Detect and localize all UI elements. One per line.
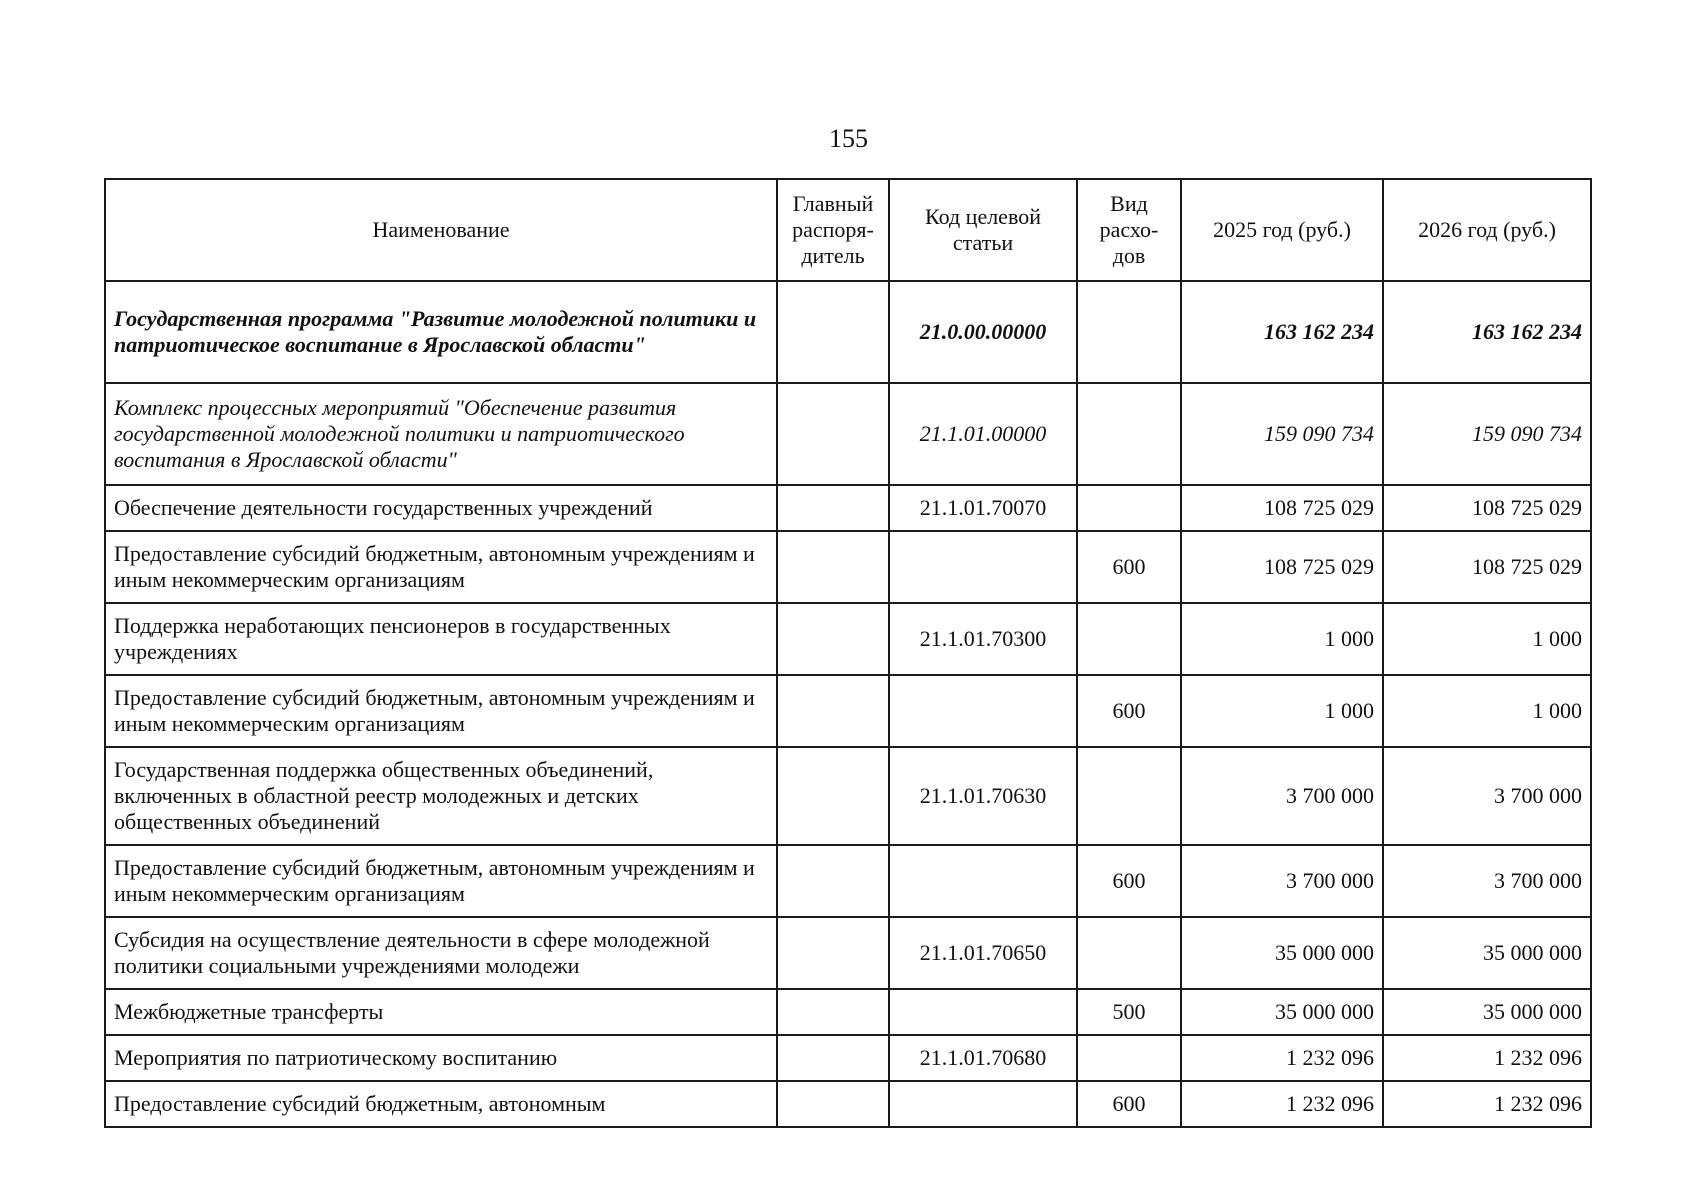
cell-code	[889, 845, 1077, 917]
cell-manager	[777, 531, 889, 603]
table-row	[105, 747, 1591, 845]
cell-name: Государственная поддержка общественных объединений, включенных в областной реестр молодежных и детских общественных объединений	[105, 747, 777, 845]
cell-2026: 1 000	[1383, 675, 1591, 747]
cell-type	[1077, 747, 1181, 845]
cell-manager	[777, 747, 889, 845]
cell-type	[1077, 485, 1181, 531]
cell-name: Предоставление субсидий бюджетным, автономным	[105, 1081, 777, 1127]
table-row	[105, 1035, 1591, 1081]
cell-2026: 3 700 000	[1383, 845, 1591, 917]
table-header-row	[105, 179, 1591, 281]
cell-code: 21.1.01.70650	[889, 917, 1077, 989]
cell-2026: 108 725 029	[1383, 531, 1591, 603]
cell-code: 21.1.01.00000	[889, 383, 1077, 485]
cell-code	[889, 675, 1077, 747]
page-number: 155	[829, 124, 868, 153]
header-2025: 2025 год (руб.)	[1181, 179, 1383, 281]
cell-2025: 159 090 734	[1181, 383, 1383, 485]
header-code: Код целевой статьи	[889, 179, 1077, 281]
cell-manager	[777, 603, 889, 675]
table-row	[105, 281, 1591, 383]
cell-2026: 3 700 000	[1383, 747, 1591, 845]
cell-2025: 163 162 234	[1181, 281, 1383, 383]
budget-table	[104, 178, 1592, 1128]
cell-2026: 159 090 734	[1383, 383, 1591, 485]
table-row	[105, 675, 1591, 747]
table-row	[105, 989, 1591, 1035]
cell-type: 600	[1077, 531, 1181, 603]
header-2026: 2026 год (руб.)	[1383, 179, 1591, 281]
cell-code: 21.1.01.70630	[889, 747, 1077, 845]
cell-name: Предоставление субсидий бюджетным, автономным учреждениям и иным некоммерческим организациям	[105, 675, 777, 747]
cell-type: 600	[1077, 1081, 1181, 1127]
cell-name: Мероприятия по патриотическому воспитанию	[105, 1035, 777, 1081]
cell-type	[1077, 383, 1181, 485]
table-row	[105, 531, 1591, 603]
cell-type	[1077, 1035, 1181, 1081]
cell-code	[889, 1081, 1077, 1127]
cell-code: 21.0.00.00000	[889, 281, 1077, 383]
cell-type: 600	[1077, 675, 1181, 747]
cell-code	[889, 531, 1077, 603]
cell-manager	[777, 917, 889, 989]
cell-2026: 1 232 096	[1383, 1081, 1591, 1127]
cell-name: Предоставление субсидий бюджетным, автономным учреждениям и иным некоммерческим организациям	[105, 531, 777, 603]
cell-name: Обеспечение деятельности государственных учреждений	[105, 485, 777, 531]
cell-code	[889, 989, 1077, 1035]
table-row	[105, 485, 1591, 531]
cell-name: Государственная программа "Развитие молодежной политики и патриотическое воспитание в Ярославской области"	[105, 281, 777, 383]
header-type: Вид расхо-дов	[1077, 179, 1181, 281]
cell-2025: 3 700 000	[1181, 845, 1383, 917]
cell-manager	[777, 281, 889, 383]
table-row	[105, 383, 1591, 485]
cell-2025: 108 725 029	[1181, 531, 1383, 603]
header-manager: Главный распоря-дитель	[777, 179, 889, 281]
table-row	[105, 1081, 1591, 1127]
cell-2026: 1 000	[1383, 603, 1591, 675]
cell-2026: 35 000 000	[1383, 989, 1591, 1035]
cell-2025: 108 725 029	[1181, 485, 1383, 531]
table-row	[105, 603, 1591, 675]
cell-code: 21.1.01.70680	[889, 1035, 1077, 1081]
cell-manager	[777, 383, 889, 485]
cell-2025: 35 000 000	[1181, 989, 1383, 1035]
cell-manager	[777, 1081, 889, 1127]
cell-2025: 1 000	[1181, 603, 1383, 675]
cell-type: 600	[1077, 845, 1181, 917]
cell-2025: 35 000 000	[1181, 917, 1383, 989]
table-row	[105, 917, 1591, 989]
cell-name: Поддержка неработающих пенсионеров в государственных учреждениях	[105, 603, 777, 675]
cell-type	[1077, 603, 1181, 675]
cell-manager	[777, 675, 889, 747]
cell-name: Межбюджетные трансферты	[105, 989, 777, 1035]
cell-manager	[777, 845, 889, 917]
cell-manager	[777, 989, 889, 1035]
cell-manager	[777, 1035, 889, 1081]
cell-code: 21.1.01.70300	[889, 603, 1077, 675]
cell-name: Предоставление субсидий бюджетным, автономным учреждениям и иным некоммерческим организациям	[105, 845, 777, 917]
cell-2025: 1 232 096	[1181, 1081, 1383, 1127]
cell-2026: 1 232 096	[1383, 1035, 1591, 1081]
cell-2026: 35 000 000	[1383, 917, 1591, 989]
cell-type	[1077, 281, 1181, 383]
cell-2025: 3 700 000	[1181, 747, 1383, 845]
cell-2025: 1 232 096	[1181, 1035, 1383, 1081]
cell-2025: 1 000	[1181, 675, 1383, 747]
cell-code: 21.1.01.70070	[889, 485, 1077, 531]
cell-name: Комплекс процессных мероприятий "Обеспечение развития государственной молодежной политики и патриотического воспитания в Ярославской области"	[105, 383, 777, 485]
cell-name: Субсидия на осуществление деятельности в сфере молодежной политики социальными учреждениями молодежи	[105, 917, 777, 989]
table-row	[105, 845, 1591, 917]
cell-type	[1077, 917, 1181, 989]
cell-type: 500	[1077, 989, 1181, 1035]
cell-manager	[777, 485, 889, 531]
cell-2026: 163 162 234	[1383, 281, 1591, 383]
cell-2026: 108 725 029	[1383, 485, 1591, 531]
header-name: Наименование	[105, 179, 777, 281]
